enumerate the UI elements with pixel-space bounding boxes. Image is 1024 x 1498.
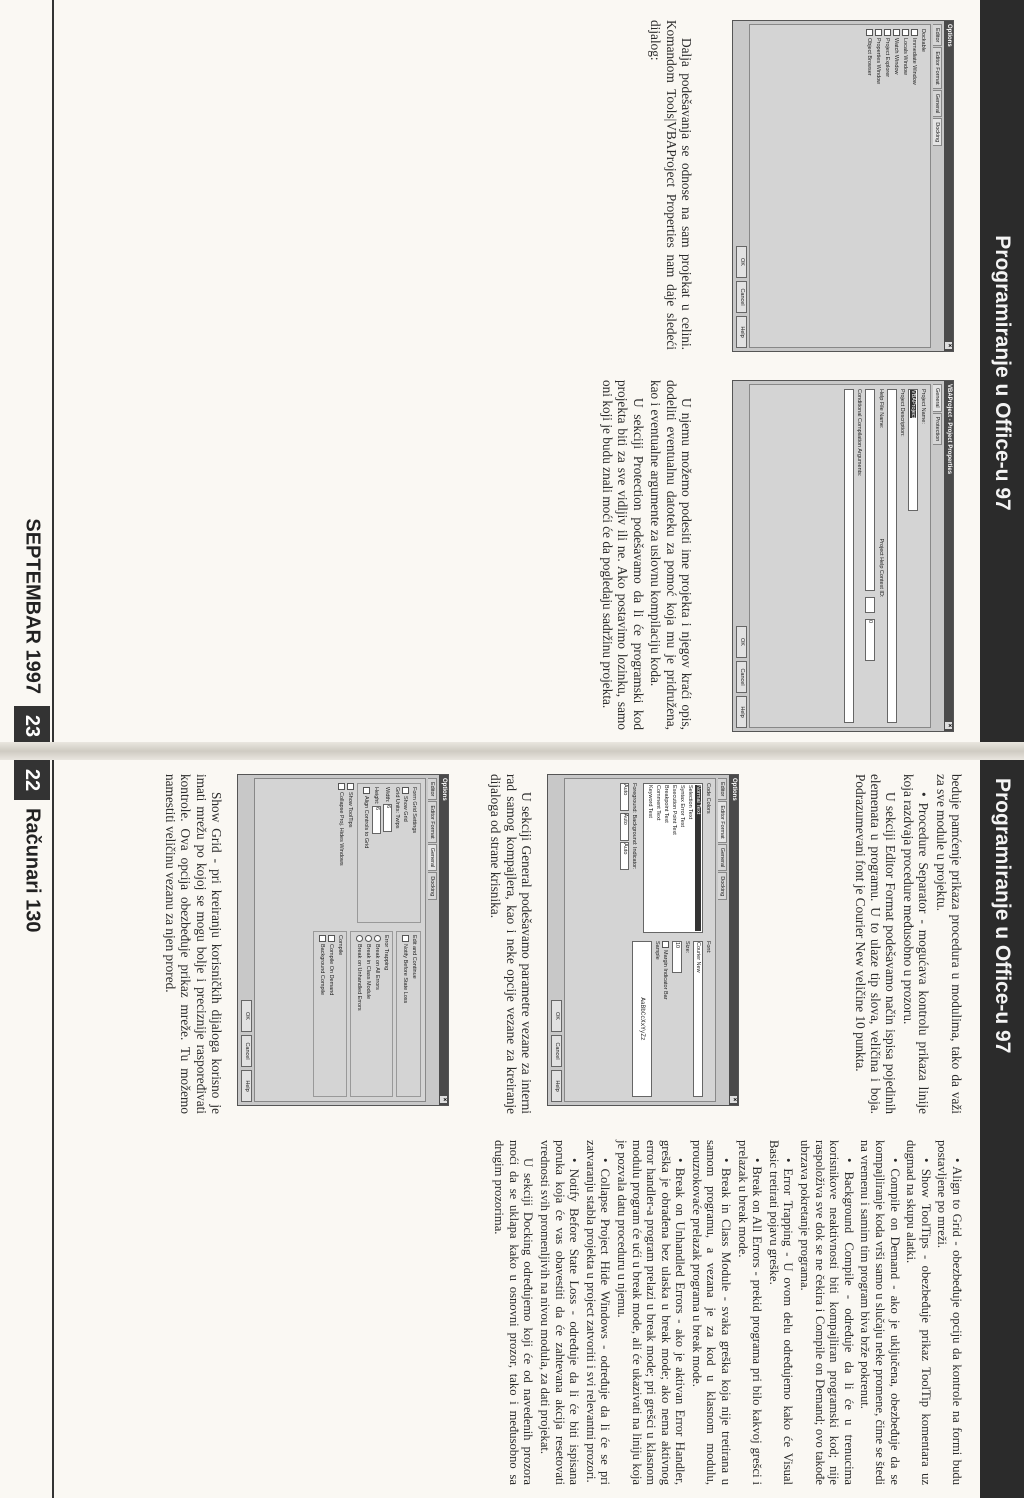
background-compile-label: Background Compile: [319, 944, 326, 996]
paragraph: Dalja podešavanja se odnose na sam projekat u celini. Komandom Tools|VBAProject Properties nam daje sledeći dijalog:: [648, 20, 694, 350]
checkbox[interactable]: [319, 935, 326, 942]
tab-docking[interactable]: Docking: [933, 118, 942, 146]
show-tooltips-label: Show ToolTips: [347, 792, 354, 828]
spine-gutter: [0, 742, 1024, 760]
cancel-button[interactable]: Cancel: [736, 281, 747, 313]
text-column-2: [598, 380, 694, 730]
dock-item: Locals Window: [902, 38, 909, 75]
paragraph: • Notify Before State Loss - određuje da li će biti ispisana poruka koja će vas obavestiti da će zahtevana akcija resetovati vrednosti svih promenljivih na nivou modula, za dati projekat.: [537, 1140, 582, 1485]
list-item[interactable]: Syntax Error Text: [679, 785, 685, 828]
cancel-button[interactable]: Cancel: [241, 1035, 252, 1067]
sample-box: AaBbCcXxYyZz: [632, 941, 652, 1097]
sample-label: Sample: [654, 941, 660, 960]
paragraph: U sekciji General podešavamo parametre vezane za interni rad samog kompajlera, kao i neke opcije vezane za kreiranje dijaloga od strane krisnika.: [488, 774, 534, 1114]
project-name-input[interactable]: VBAProject: [908, 389, 918, 511]
text-column-1: [850, 774, 964, 1114]
close-icon[interactable]: ×: [946, 723, 952, 728]
options-general-dialog: [237, 774, 449, 1106]
list-item[interactable]: Selection Text: [687, 785, 693, 820]
page-header: Programiranje u Office-u 97: [980, 760, 1024, 1498]
dock-item: Project Explorer: [884, 38, 891, 78]
ok-button[interactable]: OK: [736, 246, 747, 278]
grid-units-label: Grid Units: Twips: [394, 787, 400, 829]
help-file-input[interactable]: [865, 389, 875, 591]
dock-item: Properties Window: [875, 38, 882, 85]
paragraph: • Error Trapping - U ovom delu određujemo kako će Visual Basic tretirati pojavu greške.: [766, 1140, 796, 1485]
font-select[interactable]: Courier New: [693, 941, 703, 1097]
code-colors-label: Code Colors: [705, 783, 711, 814]
checkbox[interactable]: [662, 941, 669, 948]
paragraph: • Procedure Separator - mogućava kontrolu prikaza linije koja razdvaja procedure međusobno u prozoru.: [900, 774, 932, 1114]
break-all-label: Break on All Errors: [374, 944, 381, 990]
code-colors-list[interactable]: [643, 783, 703, 933]
foreground-label: Foreground:: [631, 783, 637, 813]
checkbox[interactable]: [338, 783, 345, 790]
tab-editor[interactable]: Editor: [718, 778, 727, 800]
page-23: [0, 0, 1024, 746]
font-label: Font:: [705, 941, 711, 954]
text-column-2: [490, 1140, 964, 1485]
cancel-button[interactable]: Cancel: [736, 661, 747, 693]
size-label: Size:: [684, 941, 690, 954]
tab-editor-format[interactable]: Editor Format: [718, 801, 727, 842]
browse-button[interactable]: [865, 597, 875, 613]
paragraph: • Compile on Demand - ako je uključena, obezbeđuje da se kompajliranje koda vrši samo u slučaju neke promene, čime se štedi na vremenu i samim tim program biva brže pokrenut.: [858, 1140, 902, 1485]
dock-item: Immediate Window: [911, 38, 918, 85]
height-input[interactable]: 6: [372, 806, 381, 834]
tab-editor[interactable]: Editor: [428, 778, 437, 800]
help-button[interactable]: Help: [736, 316, 747, 348]
checkbox[interactable]: [884, 29, 891, 36]
paragraph: U njemu možemo podesiti ime projekta i njegov kraći opis, dodeliti eventualnu datoteku za pomoć koja mu je pridružena, kao i eventualne argumente za uslovnu kompilaciju koda.: [648, 380, 694, 730]
break-unhandled-label: Break on Unhandled Errors: [356, 944, 363, 1011]
ok-button[interactable]: OK: [736, 626, 747, 658]
paragraph: • Collapse Project Hide Windows - određuje da li će se pri zatvaranju stabla projekta u project zatvoriti i svi relevantni prozori.: [583, 1140, 613, 1485]
edit-continue-label: Edit and Continue: [411, 935, 417, 979]
text-column-1: [646, 20, 694, 350]
help-button[interactable]: Help: [241, 1070, 252, 1102]
tab-protection[interactable]: Protection: [933, 413, 942, 446]
conditional-compilation-label: Conditional Compilation Arguments:: [856, 389, 862, 477]
notify-label: Notify Before State Loss: [402, 944, 409, 1004]
checkbox[interactable]: [402, 935, 409, 942]
paragraph: • Break on All Errors - prekid programa pri bilo kakvoj grešci i prelazak u break mode.: [735, 1140, 765, 1485]
dialog-title: Options: [946, 24, 952, 47]
radio[interactable]: [356, 935, 363, 942]
grid-settings-label: Form Grid Settings: [411, 787, 417, 834]
dock-item: Watch Window: [893, 38, 900, 75]
error-trapping-label: Error Trapping: [383, 935, 389, 971]
width-label: Width:: [384, 787, 391, 803]
checkbox[interactable]: [402, 787, 409, 794]
close-icon[interactable]: ×: [441, 1097, 447, 1102]
background-select[interactable]: Auto: [620, 813, 629, 841]
radio[interactable]: [374, 935, 381, 942]
help-file-label: Help File Name:: [878, 389, 884, 429]
ok-button[interactable]: OK: [551, 1000, 562, 1032]
list-item[interactable]: Keyword Text: [647, 785, 653, 818]
dialog-title: Options: [731, 778, 737, 801]
checkbox[interactable]: [893, 29, 900, 36]
help-context-input[interactable]: 0: [865, 619, 875, 661]
list-item[interactable]: Execution Point Text: [671, 785, 677, 835]
paragraph: U sekciji Docking određujemo koji će od navedenih prozora moći da se uklapa kako u osnovni prozor, tako i međusobno sa drugim prozorima.: [492, 1140, 536, 1485]
dock-item: Object Browser: [866, 38, 873, 76]
list-item[interactable]: Normal Text: [695, 785, 701, 931]
tab-editor[interactable]: Editor: [933, 24, 942, 46]
page-footer: [10, 0, 54, 746]
width-input[interactable]: 6: [383, 804, 392, 832]
paragraph: Show Grid - pri kreiranju korisničkih dijaloga korisno je imati mrežu po kojoj se mogu bolje i preciznije raspoređivati kontrole. Ova opcija obezbeđuje prikaz mreže. Tu možemo namestiti veličinu vezanu za njen prored.: [162, 774, 224, 1114]
checkbox[interactable]: [363, 787, 370, 794]
align-grid-label: Align Controls to Grid: [363, 796, 370, 849]
checkbox[interactable]: [911, 29, 918, 36]
collapse-label: Collapse Proj. Hides Windows: [338, 792, 345, 866]
list-item[interactable]: Breakpoint Text: [663, 785, 669, 823]
options-editor-format-dialog: [547, 774, 739, 1106]
conditional-compilation-input[interactable]: [844, 389, 854, 723]
tab-general[interactable]: General: [933, 384, 942, 412]
tab-general[interactable]: General: [933, 90, 942, 118]
paragraph: • Break on Unhandled Errors - ako je aktivan Error Handler, greška je obrađena bez ulaska u break mode; ako nema aktivnog error handler-a program prelazi u break mode; pri grešci u klasnom modulu program će ući u break mode, ali će ukazivati na liniju koja je pozvala datu proceduru u njemu.: [614, 1140, 688, 1485]
page-footer: [10, 760, 54, 1498]
dialog-title: VBAProject - Project Properties: [946, 384, 952, 475]
compile-label: Compile: [337, 935, 343, 956]
margin-indicator-label: Margin Indicator Bar: [662, 950, 669, 1000]
paragraph: • Show ToolTips - obezbeđuje prikaz ToolTip komentara uz dugmad na skupu alatki.: [904, 1140, 933, 1485]
checkbox[interactable]: [866, 29, 873, 36]
page-number: 23: [14, 706, 50, 746]
size-select[interactable]: 10: [672, 941, 682, 973]
text-column-1c: [160, 774, 224, 1114]
paragraph: • Background Compile - određuje da li će u trenucima korisnikove neaktivnosti biti kompajliran programski kod; nije raspoloživa sve dok se ne čekira i Compile on Demand; ovo takođe ubrzava pokretanje programa.: [798, 1140, 856, 1485]
page-number: 22: [14, 760, 50, 800]
dialog-title: Options: [441, 778, 447, 801]
tab-general[interactable]: General: [428, 844, 437, 872]
checkbox[interactable]: [902, 29, 909, 36]
paragraph: • Break in Class Module - svaka greška koja nije tretirana u samom programu, a vezana je za kod u klasnom modulu, prouzrokovaće prelazak programa u break mode.: [689, 1140, 734, 1485]
ok-button[interactable]: OK: [241, 1000, 252, 1032]
indicator-select[interactable]: Auto: [620, 842, 629, 870]
indicator-label: Indicator:: [631, 846, 637, 870]
compile-demand-label: Compile On Demand: [328, 944, 335, 996]
foreground-select[interactable]: Auto: [620, 783, 629, 811]
background-label: Background:: [631, 814, 637, 846]
list-item[interactable]: Comment Text: [655, 785, 661, 821]
break-class-label: Break in Class Module: [365, 944, 372, 1000]
page-22: [0, 760, 1024, 1498]
text-column-1b: [486, 774, 534, 1114]
close-icon[interactable]: ×: [946, 343, 952, 348]
show-grid-label: Show Grid: [402, 796, 409, 822]
dockable-label: Dockable: [920, 29, 926, 52]
paragraph: U sekciji Editor Format podešavamo način ispisa pojedinih elemenata u programu. U to ulaze tip slova, veličina i boja. Podrazumevani font je Courier New veličine 10 punkta.: [852, 774, 899, 1114]
paragraph: beduje pamćenje prikaza procedura u modulima, tako da važi za sve module u projektu.: [933, 774, 964, 1114]
tab-general[interactable]: General: [718, 844, 727, 872]
paragraph: U sekciji Protection podešavamo da li će programski kod projekta biti za sve vidljiv ili ne. Ako postavimo lozinku, samo oni koji je budu znali moći će da pogledaju sadržinu projekta.: [599, 380, 646, 730]
cancel-button[interactable]: Cancel: [551, 1035, 562, 1067]
project-properties-dialog: [732, 380, 954, 732]
checkbox[interactable]: [347, 783, 354, 790]
tab-editor-format[interactable]: Editor Format: [933, 47, 942, 88]
tab-docking[interactable]: Docking: [428, 872, 437, 900]
help-button[interactable]: Help: [551, 1070, 562, 1102]
checkbox[interactable]: [875, 29, 882, 36]
close-icon[interactable]: ×: [731, 1097, 737, 1102]
height-label: Height:: [373, 787, 380, 805]
project-description-input[interactable]: [887, 389, 897, 723]
project-name-label: Project Name:: [920, 389, 926, 424]
page-header: Programiranje u Office-u 97: [980, 0, 1024, 746]
checkbox[interactable]: [328, 935, 335, 942]
tab-editor-format[interactable]: Editor Format: [428, 801, 437, 842]
project-description-label: Project Description:: [899, 389, 905, 437]
help-button[interactable]: Help: [736, 696, 747, 728]
help-context-label: Project Help Context ID:: [878, 538, 884, 598]
footer-title: SEPTEMBAR 1997: [21, 518, 44, 694]
tab-docking[interactable]: Docking: [718, 872, 727, 900]
paragraph: • Align to Grid - obezbeđuje opciju da kontrole na formi budu postavljene po mreži.: [935, 1140, 964, 1485]
radio[interactable]: [365, 935, 372, 942]
footer-title: Računari 130: [21, 808, 44, 933]
options-docking-dialog: [732, 20, 954, 352]
